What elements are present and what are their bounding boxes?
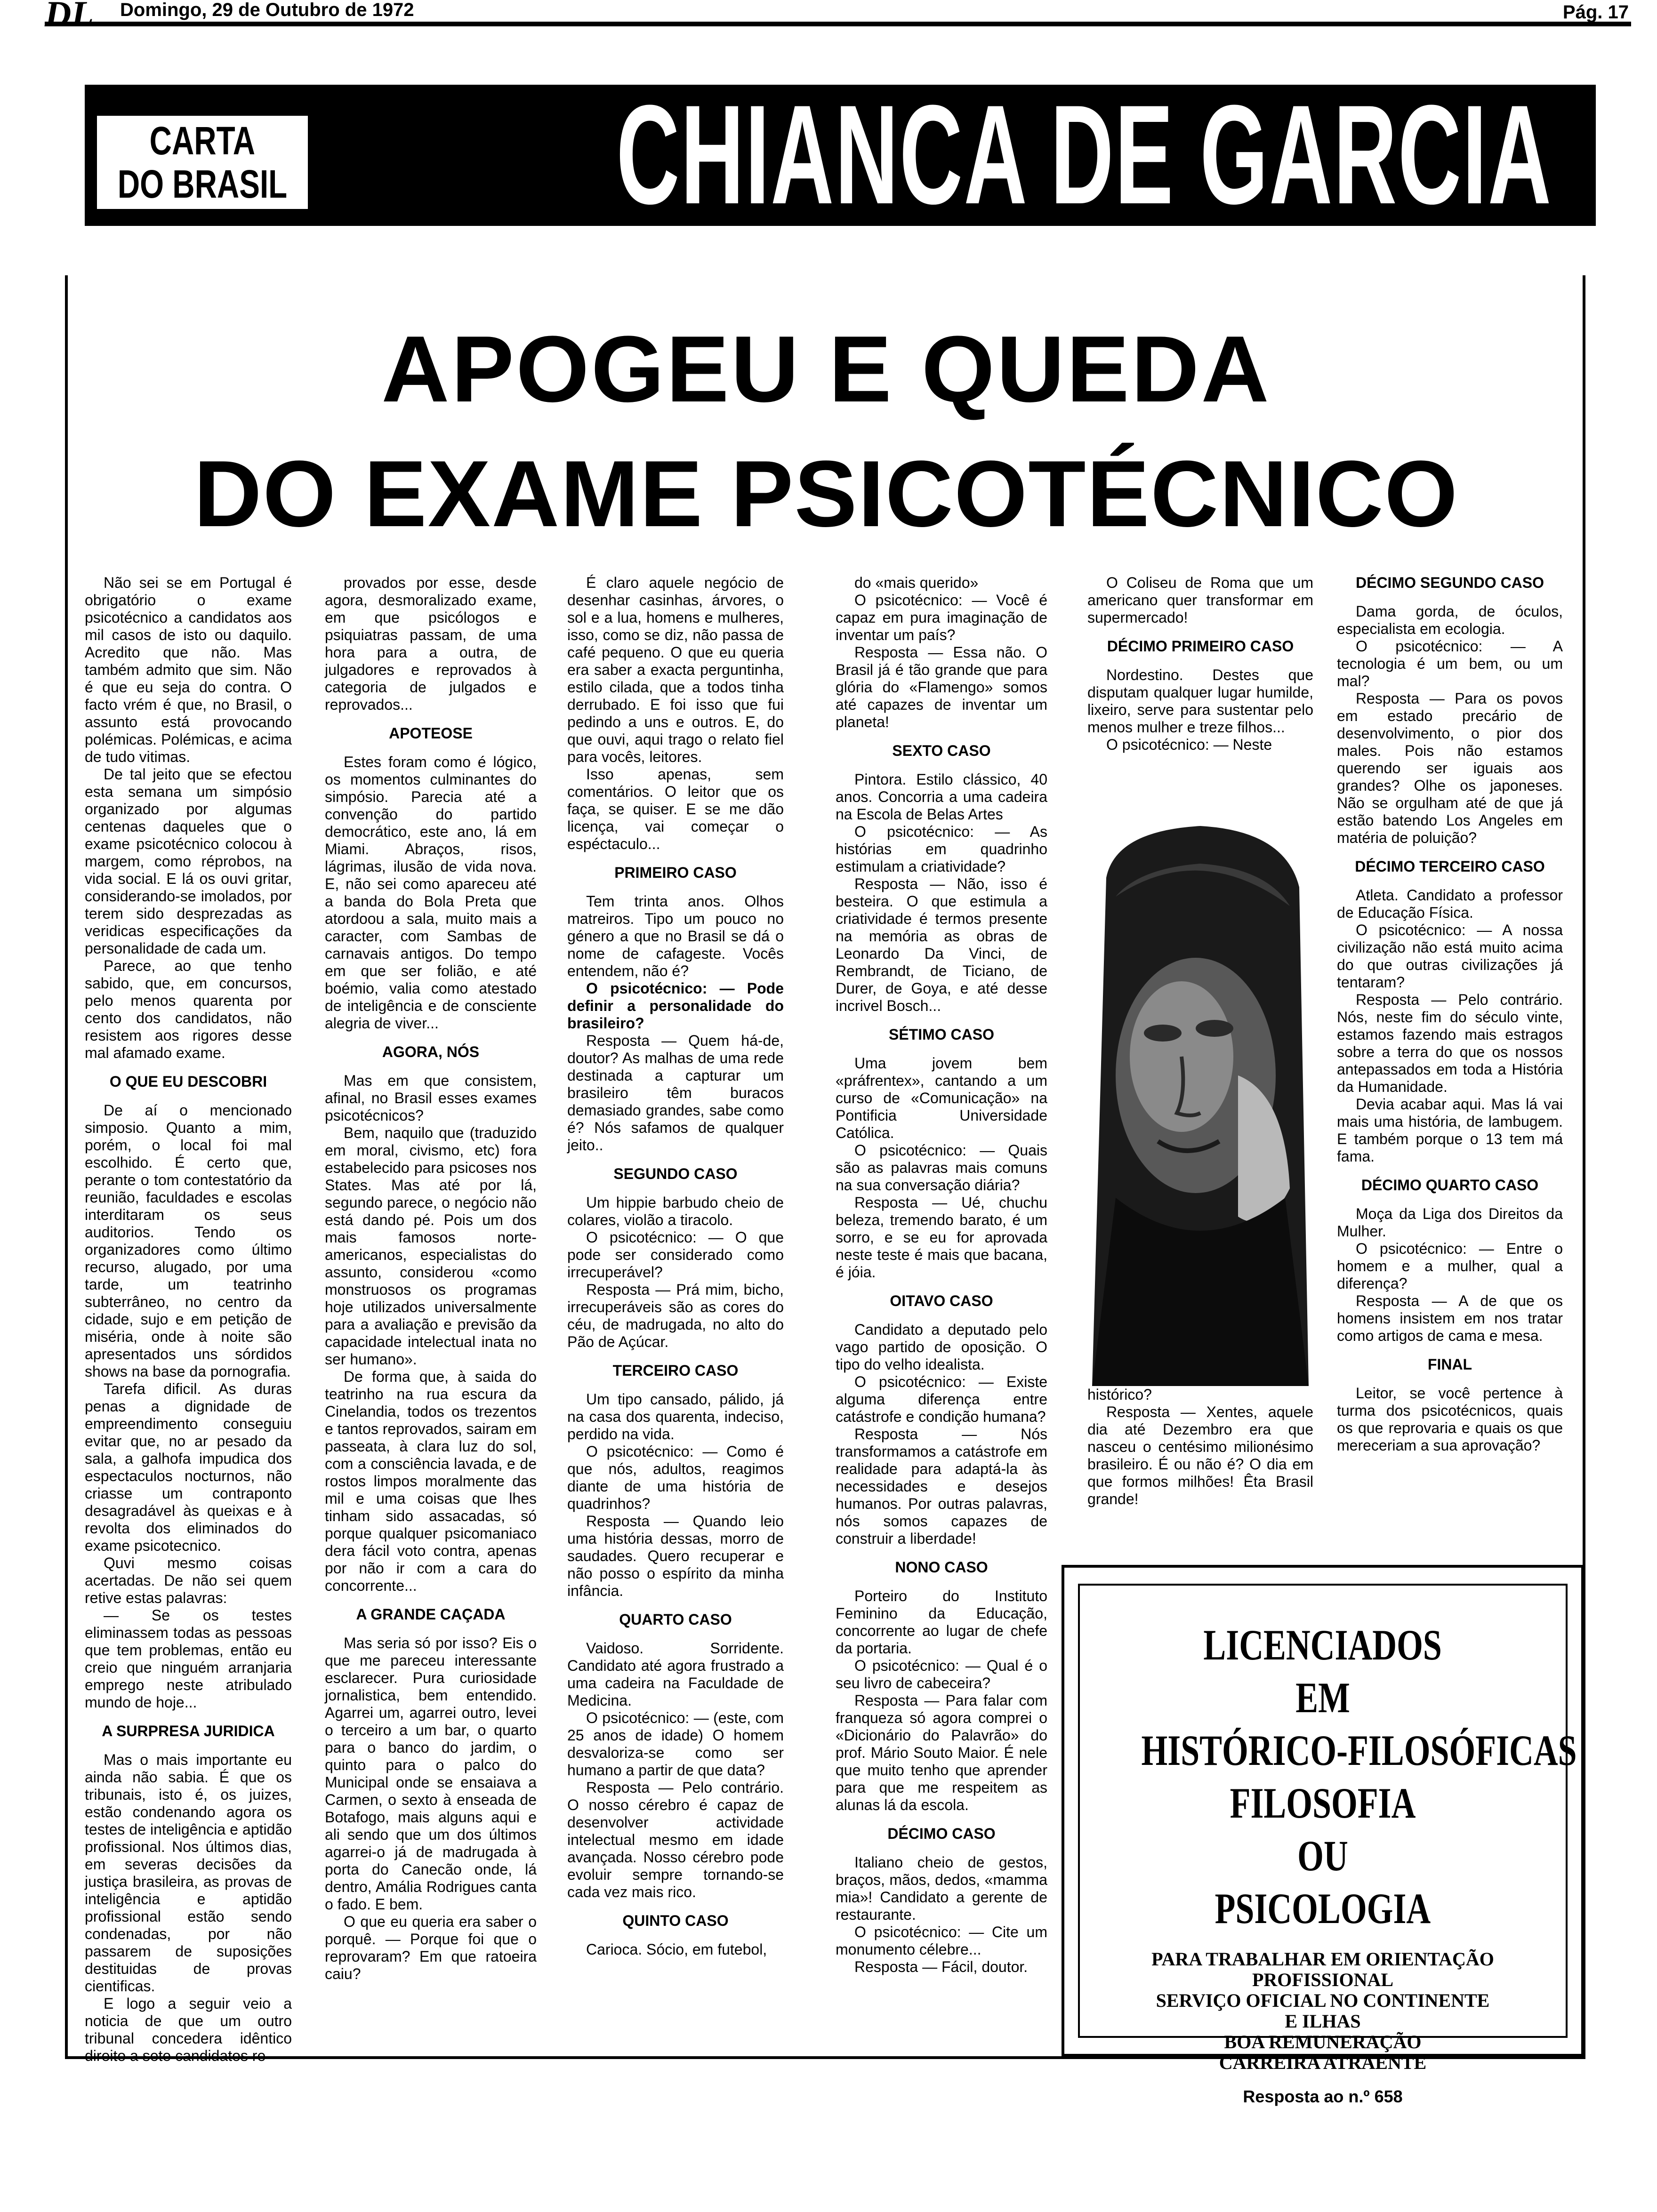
question: O psicotécnico: — A tecnologia é um bem, ou um mal? <box>1337 638 1563 689</box>
subheading: A SURPRESA JURIDICA <box>102 1723 275 1739</box>
question: O psicotécnico: — Você é capaz em pura imaginação de inventar um país? <box>836 592 1047 643</box>
subheading: DÉCIMO SEGUNDO CASO <box>1355 574 1544 591</box>
question-continued: histórico? <box>1087 1386 1152 1403</box>
paragraph: Um tipo cansado, pálido, já na casa dos quarenta, indeciso, perdido na vida. <box>567 1391 784 1443</box>
subheading: DÉCIMO CASO <box>887 1825 996 1842</box>
answer: Resposta — Prá mim, bicho, irrecuperáveis são as cores do céu, de madrugada, no alto do Pão de Açúcar. <box>567 1281 784 1350</box>
author-name-text: CHIANCA DE GARCIA <box>616 75 1552 233</box>
paragraph: Dama gorda, de óculos, especialista em ecologia. <box>1337 603 1563 637</box>
subheading: APOTEOSE <box>389 725 473 742</box>
answer: Resposta — Quando leio uma história dessas, morro de saudades. Quero recuperar e não posso o espírito da minha infância. <box>567 1513 784 1599</box>
paragraph: Parece, ao que tenho sabido, que, em concursos, pelo menos quarenta por cento dos candidatos, não resistem aos rigores desse mal afamado exame. <box>85 957 292 1061</box>
paragraph: De tal jeito que se efectou esta semana um simpósio organizado por algumas centenas daqueles que o exame psicotécnico colocou à margem, como réprobos, na vida social. E lá os ouvi gritar, considerando-se imolados, por terem sido desprezadas as veridicas especificações da personalidade de cada um. <box>85 766 292 957</box>
ad-body-line2: PROFISSIONAL <box>1252 1969 1394 1990</box>
author-name <box>330 75 1572 233</box>
paragraph: Mas seria só por isso? Eis o que me pareceu interessante esclarecer. Pura curiosidade jornalistica, bem entendido. Agarrei um, agarrei outro, levei o terceiro a um bar, o quarto para o banco do jardim, o quinto para o palco do Municipal onde se ensaiava a Carmen, o sexto à enseada de Botafogo, mais alguns aqui e ali sendo que um dos últimos agarrei-o já de madrugada à porta do Canecão onde, lá dentro, Amália Rodrigues canta o fado. E bem. <box>325 1635 537 1913</box>
ad-body-line3: SERVIÇO OFICIAL NO CONTINENTE <box>1156 1990 1490 2011</box>
ad-body-line6: CARREIRA ATRAENTE <box>1219 2052 1427 2073</box>
subheading: OITAVO CASO <box>890 1292 993 1309</box>
ad-body-line5: BOA REMUNERAÇÃO <box>1224 2031 1422 2052</box>
subheading: PRIMEIRO CASO <box>614 864 737 881</box>
ad-title-line1: LICENCIADOS <box>1203 1621 1442 1669</box>
paragraph: Devia acabar aqui. Mas lá vai mais uma história, de lambugem. E também porque o 13 tem má fama. <box>1337 1096 1563 1165</box>
answer: Resposta — Para falar com franqueza só agora comprei o «Dicionário do Palavrão» do prof. Mário Souto Maior. É nele que muito tenho que aprender para que me respeitem as alunas lá da escola. <box>836 1692 1047 1813</box>
paragraph: Candidato a deputado pelo vago partido de oposição. O tipo do velho idealista. <box>836 1321 1047 1373</box>
paragraph: Tarefa dificil. As duras penas a dignidade de empreendimento conseguiu evitar que, no ar pesado da sala, a galhofa impudica dos espectaculos nocturnos, não criasse um contraponto desagradável às queixas e à revolta dos eliminados do exame psicotecnico. <box>85 1380 292 1554</box>
paragraph: De forma que, à saida do teatrinho na rua escura da Cinelandia, todos os trezentos e tantos reprovados, sairam em passeata, à clara luz do sol, com a consciência lavada, e de rostos limpos moralmente das mil e uma coisas que lhes tinham sido assacadas, só porque qualquer psicomaniaco dera fácil voto contra, apenas por não ir com a cara do concorrente... <box>325 1368 537 1594</box>
question: O psicotécnico: — Entre o homem e a mulher, qual a diferença? <box>1337 1240 1563 1292</box>
question: O psicotécnico: — O que pode ser considerado como irrecuperável? <box>567 1229 784 1281</box>
subheading: SÉTIMO CASO <box>888 1026 994 1043</box>
ad-title-line4: FILOSOFIA <box>1230 1779 1416 1827</box>
paragraph: Atleta. Candidato a professor de Educação Física. <box>1337 887 1563 921</box>
paragraph: De aí o mencionado simposio. Quanto a mim, porém, o local foi mal escolhido. É certo que, perante o tom contestatório da reunião, faculdades e escolas interditaram os seus auditorios. Tendo os organizadores como último recurso, alugado, por uma tarde, um teatrinho subterrâneo, no centro da cidade, sujo e em petição de miséria, onde à noite são apresentados uns sórdidos shows na base da pornografia. <box>85 1102 292 1380</box>
answer: Resposta — Essa não. O Brasil já é tão grande que para glória do «Flamengo» somos até capazes de inventar um planeta! <box>836 644 1047 730</box>
issue-date: Domingo, 29 de Outubro de 1972 <box>120 0 414 20</box>
section-label-line2: DO BRASIL <box>117 162 288 206</box>
paragraph: Pintora. Estilo clássico, 40 anos. Concorria a uma cadeira na Escola de Belas Artes <box>836 771 1047 823</box>
question: O psicotécnico: — Qual é o seu livro de cabeceira? <box>836 1657 1047 1691</box>
headline-line1: APOGEU E QUEDA <box>381 317 1271 422</box>
ad-title-line3: HISTÓRICO-FILOSÓFICAS <box>1141 1726 1577 1774</box>
question: O psicotécnico: — As histórias em quadrinho estimulam a criatividade? <box>836 823 1047 875</box>
portrait-photo <box>1087 812 1313 1386</box>
paragraph: O que eu queria era saber o porquê. — Porque foi que o reprovaram? Em que ratoeira caiu? <box>325 1913 537 1982</box>
subheading: DÉCIMO TERCEIRO CASO <box>1355 858 1545 875</box>
subheading: NONO CASO <box>895 1559 988 1576</box>
paragraph: Vaidoso. Sorridente. Candidato até agora frustrado a uma cadeira na Faculdade de Medicina. <box>567 1640 784 1709</box>
paragraph: Não sei se em Portugal é obrigatório o exame psicotécnico a candidatos aos mil casos de isto ou daquilo. Acredito que não. Mas também admito que sim. Não é que eu seja do contra. O facto vrém é que, no Brasil, o assunto está provocando polémicas. Polémicas, e acima de tudo vitimas. <box>85 574 292 765</box>
section-label-line1: CARTA <box>149 119 256 163</box>
paragraph: Italiano cheio de gestos, braços, mãos, dedos, «mamma mia»! Candidato a gerente de restaurante. <box>836 1854 1047 1923</box>
subheading: SEXTO CASO <box>892 742 991 759</box>
paragraph: Isso apenas, sem comentários. O leitor que os faça, se quiser. E se me dão licença, vai começar o espéctaculo... <box>567 766 784 852</box>
subheading: SEGUNDO CASO <box>613 1165 738 1182</box>
paragraph: É claro aquele negócio de desenhar casinhas, árvores, o sol e a lua, homens e mulheres, isso, como se diz, não passa de café pequeno. O que eu queria era saber a exacta perguntinha, estilo cilada, que a todos tinha derrubado. E foi isso que fui pedindo a uns e outros. E, do que ouvi, aqui trago o relato fiel para vocês, leitores. <box>567 574 784 765</box>
classified-ad-inner <box>1078 1584 1577 2106</box>
answer: Resposta — Quem há-de, doutor? As malhas de uma rede destinada a capturar um brasileiro têm buracos demasiado grandes, sabe como é? Nós safamos de qualquer jeito.. <box>567 1032 784 1154</box>
answer: Resposta — Fácil, doutor. <box>854 1958 1028 1975</box>
subheading: QUARTO CASO <box>619 1611 732 1628</box>
paragraph: Carioca. Sócio, em futebol, <box>586 1941 767 1958</box>
answer: Resposta — Para os povos em estado precário de desenvolvimento, o pior dos males. Pois não estamos querendo ser iguais aos grandes? Olhe os japoneses. Não se orgulham até de que já estão batendo Los Angeles em matéria de poluição? <box>1337 690 1563 846</box>
paragraph: Leitor, se você pertence à turma dos psicotécnicos, quais os que reprovaria e quais os que mereceriam a sua aprovação? <box>1337 1385 1563 1454</box>
question: O psicotécnico: — Como é que nós, adultos, reagimos diante de uma história de quadrinhos? <box>567 1443 784 1512</box>
paragraph: Moça da Liga dos Direitos da Mulher. <box>1337 1205 1563 1240</box>
answer: Resposta — Ué, chuchu beleza, tremendo barato, é um sorro, e se eu for aprovada neste teste é mais que bacana, é jóia. <box>836 1194 1047 1281</box>
paragraph: Estes foram como é lógico, os momentos culminantes do simpósio. Parecia até a convenção do partido democrático, este ano, lá em Miami. Abraços, risos, lágrimas, ilusão de vida nova. E, não sei como apareceu até a banda do Bola Preta que atordoou a sala, muito mais a caracter, com Sambas de carnavais antigos. Do tempo em que ser folião, e até boémio, valia como atestado de inteligência e de consciente alegria de viver... <box>325 753 537 1032</box>
article-column-4 <box>836 574 1047 1976</box>
question: O psicotécnico: — Quais são as palavras mais comuns na sua conversação diária? <box>836 1142 1047 1194</box>
ad-title-line6: PSICOLOGIA <box>1215 1884 1431 1932</box>
paragraph: — Se os testes eliminassem todas as pessoas que tem problemas, então eu creio que ninguém arranjaria emprego neste atribulado mundo de hoje... <box>85 1607 292 1711</box>
question: O psicotécnico: — Cite um monumento célebre... <box>836 1923 1047 1958</box>
article-column-1 <box>85 574 292 2065</box>
subheading: TERCEIRO CASO <box>612 1362 739 1379</box>
question: O psicotécnico: — Pode definir a personalidade do brasileiro? <box>567 980 784 1032</box>
question: O psicotécnico: — (este, com 25 anos de idade) O homem desvaloriza-se como ser humano a partir de que data? <box>567 1709 784 1779</box>
portrait-photo-image <box>1087 812 1313 1386</box>
paragraph: provados por esse, desde agora, desmoralizado exame, em que psicólogos e psiquiatras passam, de uma hora para a outra, de julgadores e reprovados à categoria de julgados e reprovados... <box>325 574 537 713</box>
article-column-3 <box>567 574 784 1958</box>
paragraph: Uma jovem bem «práfrentex», cantando a um curso de «Comunicação» na Pontificia Universidade Católica. <box>836 1055 1047 1141</box>
newspaper-logo: DL <box>45 0 94 34</box>
paragraph: Mas em que consistem, afinal, no Brasil esses exames psicotécnicos? <box>325 1072 537 1124</box>
answer: Resposta — Pelo contrário. Nós, neste fim do século vinte, estamos fazendo mais estragos sobre a terra do que os nossos antepassados em toda a História da Humanidade. <box>1337 991 1563 1095</box>
subheading: FINAL <box>1427 1356 1472 1373</box>
answer: Resposta — Não, isso é besteira. O que estimula a criatividade é termos presente na memória as obras de Leonardo Da Vinci, de Rembrandt, de Ticiano, de Durer, de Goya, e até desse incrivel Bosch... <box>836 875 1047 1014</box>
page-number: Pág. 17 <box>1562 2 1629 23</box>
article-column-2 <box>325 574 537 1983</box>
answer: Resposta — A de que os homens insistem em nos tratar como artigos de cama e mesa. <box>1337 1292 1563 1344</box>
paragraph: Bem, naquilo que (traduzido em moral, civismo, etc) fora estabelecido para psicoses nos States. Mas até por lá, segundo parece, o negócio não está dando pé. Pois um dos mais famosos norte-americanos, especialistas do assunto, considerou «como monstruosos os programas hoje utilizados universalmente para a avaliação e previsão da capacidade intelectual inata no ser humano». <box>325 1124 537 1368</box>
answer: Resposta — Pelo contrário. O nosso cérebro é capaz de desenvolver actividade intelectual mesmo em idade avançada. Nosso cérebro pode evoluir sempre tornando-se cada vez mais rico. <box>567 1779 784 1900</box>
paragraph: Quvi mesmo coisas acertadas. De não sei quem retive estas palavras: <box>85 1555 292 1606</box>
question: O psicotécnico: — Existe alguma diferença entre catástrofe e condição humana? <box>836 1373 1047 1425</box>
answer: Resposta — Nós transformamos a catástrofe em realidade para adaptá-la às necessidades e desejos humanos. Por outras palavras, nós somos capazes de construir a liberdade! <box>836 1426 1047 1547</box>
ad-body-line4: E ILHAS <box>1285 2011 1361 2032</box>
paragraph: Um hippie barbudo cheio de colares, violão a tiracolo. <box>567 1194 784 1228</box>
paragraph: Tem trinta anos. Olhos matreiros. Tipo um pouco no género a que no Brasil se dá o nome de cafageste. Vocês entendem, não é? <box>567 893 784 979</box>
paragraph: do «mais querido» <box>854 574 979 591</box>
subheading: QUINTO CASO <box>622 1912 729 1929</box>
paragraph: O Coliseu de Roma que um americano quer transformar em supermercado! <box>1087 574 1313 626</box>
answer: Resposta — Xentes, aquele dia até Dezembro era que nasceu o centésimo milionésimo brasileiro. É ou não é? O dia em que formos milhões! Êta Brasil grande! <box>1087 1403 1313 1507</box>
ad-title-line5: OU <box>1297 1832 1348 1880</box>
subheading: AGORA, NÓS <box>382 1043 480 1060</box>
paragraph: Porteiro do Instituto Feminino da Educação, concorrente ao lugar de chefe da portaria. <box>836 1587 1047 1657</box>
ad-title-line2: EM <box>1295 1674 1350 1722</box>
headline-line2: DO EXAME PSICOTÉCNICO <box>193 441 1459 546</box>
subheading: DÉCIMO PRIMEIRO CASO <box>1107 638 1294 655</box>
subheading: A GRANDE CAÇADA <box>356 1606 506 1623</box>
paragraph: E logo a seguir veio a noticia de que um outro tribunal concedera idêntico direito a sete candidatos re- <box>85 1995 292 2064</box>
paragraph: Mas o mais importante eu ainda não sabia. É que os tribunais, isto é, os juizes, estão condenando agora os testes de inteligência e aptidão profissional. Nos últimos dias, em severas decisões da justiça brasileira, as provas de inteligência e aptidão profissional estão sendo condenadas, por não passarem de suposições destituidas de provas cientificas. <box>85 1751 292 1995</box>
subheading: DÉCIMO QUARTO CASO <box>1361 1177 1539 1194</box>
ad-body-line1: PARA TRABALHAR EM ORIENTAÇÃO <box>1151 1948 1494 1970</box>
paragraph: Nordestino. Destes que disputam qualquer lugar humilde, lixeiro, serve para sustentar pelo menos mulher e treze filhos... <box>1087 666 1313 736</box>
ad-reply-reference: Resposta ao n.º 658 <box>1243 2087 1403 2106</box>
question: O psicotécnico: — Neste <box>1106 736 1272 753</box>
question: O psicotécnico: — A nossa civilização não está muito acima do que outras civilizações já tentaram? <box>1337 922 1563 991</box>
article-column-6 <box>1337 574 1563 1454</box>
section-label <box>94 113 311 212</box>
subheading: O QUE EU DESCOBRI <box>109 1073 267 1090</box>
